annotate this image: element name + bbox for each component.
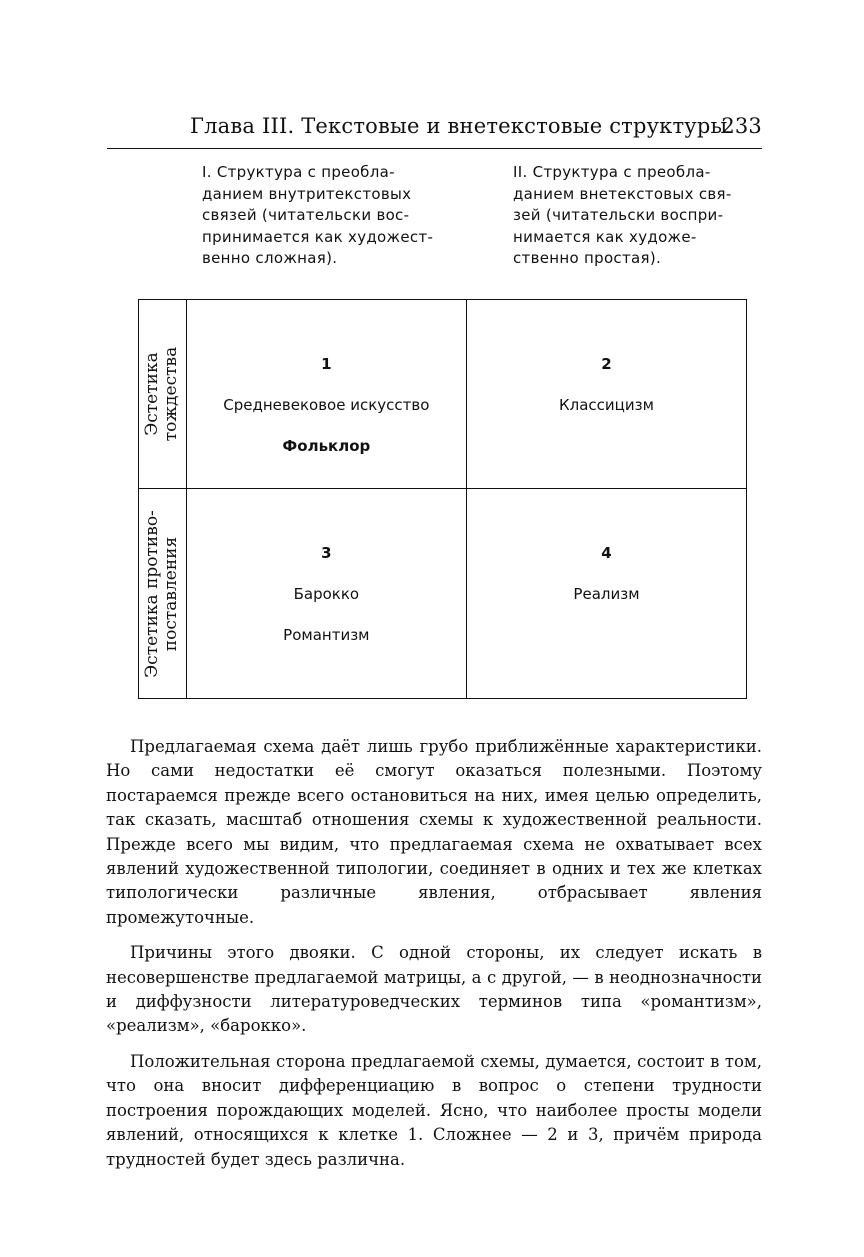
cell-item: Фольклор xyxy=(282,437,371,455)
matrix-row xyxy=(139,300,747,489)
row-label-line: тождества xyxy=(161,346,182,442)
column-heading-line: зей (читательски воспри- xyxy=(513,206,724,224)
row-label-line: поставления xyxy=(161,536,182,651)
column-heading-line: нимается как художе- xyxy=(513,227,697,246)
paragraph: Причины этого двояки. С одной стороны, их следует искать в несовершенстве предлагаемой матрицы, а с другой, — в неоднозначности и диффузности литературоведческих терминов типа «романтизм», «реализм», «барокко». xyxy=(106,943,762,1036)
row-label-text xyxy=(143,347,181,441)
cell-number: 1 xyxy=(321,355,332,373)
header-rule xyxy=(107,148,762,149)
matrix-cell-4 xyxy=(466,489,746,699)
cell-number: 3 xyxy=(321,544,332,562)
paragraph: Предлагаемая схема даёт лишь грубо приближённые характеристики. Но сами недостатки её смогут оказаться полезными. Поэтому постараемся прежде всего остановиться на них, имея целью определить, так сказать, масштаб отношения схемы к художественной реальности. Прежде всего мы видим, что предлагаемая схема не охватывает всех явлений художественной типологии, соединяет в одних и тех же клетках типологически различные явления, отбрасывает явления промежуточные. xyxy=(106,737,762,927)
matrix-cell-3 xyxy=(186,489,466,699)
column-heading-line: данием внетекстовых свя- xyxy=(513,184,732,203)
page-number: 233 xyxy=(721,114,762,138)
row-label-line: Эстетика xyxy=(142,352,163,436)
cell-number: 2 xyxy=(601,355,612,373)
typology-matrix xyxy=(138,299,747,699)
column-heading-line: связей (читательски вос- xyxy=(202,206,410,224)
running-header xyxy=(190,114,762,142)
row-label-text xyxy=(143,510,181,678)
cell-item: Реализм xyxy=(573,585,640,603)
body-text xyxy=(106,735,762,1183)
column-heading-2 xyxy=(513,162,771,270)
cell-item: Средневековое искусство xyxy=(223,396,430,414)
matrix-cell-2 xyxy=(466,300,746,489)
matrix-cell-1 xyxy=(186,300,466,489)
row-label-1 xyxy=(139,300,187,489)
paragraph: Положительная сторона предлагаемой схемы, думается, состоит в том, что она вносит дифференциацию в вопрос о степени трудности построения порождающих моделей. Ясно, что наиболее просты модели явлений, относящихся к клетке 1. Сложнее — 2 и 3, причём природа трудностей будет здесь различна. xyxy=(106,1051,762,1169)
cell-item: Барокко xyxy=(293,585,360,603)
cell-number: 4 xyxy=(601,544,612,562)
chapter-title: Глава III. Текстовые и внетекстовые структуры xyxy=(190,114,728,138)
matrix-row xyxy=(139,489,747,699)
cell-item: Романтизм xyxy=(283,626,370,644)
column-heading-line: принимается как художест- xyxy=(202,227,434,246)
column-heading-line: венно сложная). xyxy=(202,249,338,267)
column-heading-line: II. Структура с преобла- xyxy=(513,163,711,181)
column-heading-1 xyxy=(202,162,460,270)
row-label-2 xyxy=(139,489,187,699)
column-heading-line: данием внутритекстовых xyxy=(202,184,412,203)
column-heading-line: I. Структура с преобла- xyxy=(202,163,395,181)
cell-item: Классицизм xyxy=(559,396,654,414)
column-heading-line: ственно простая). xyxy=(513,249,662,267)
row-label-line: Эстетика противо- xyxy=(142,509,163,678)
